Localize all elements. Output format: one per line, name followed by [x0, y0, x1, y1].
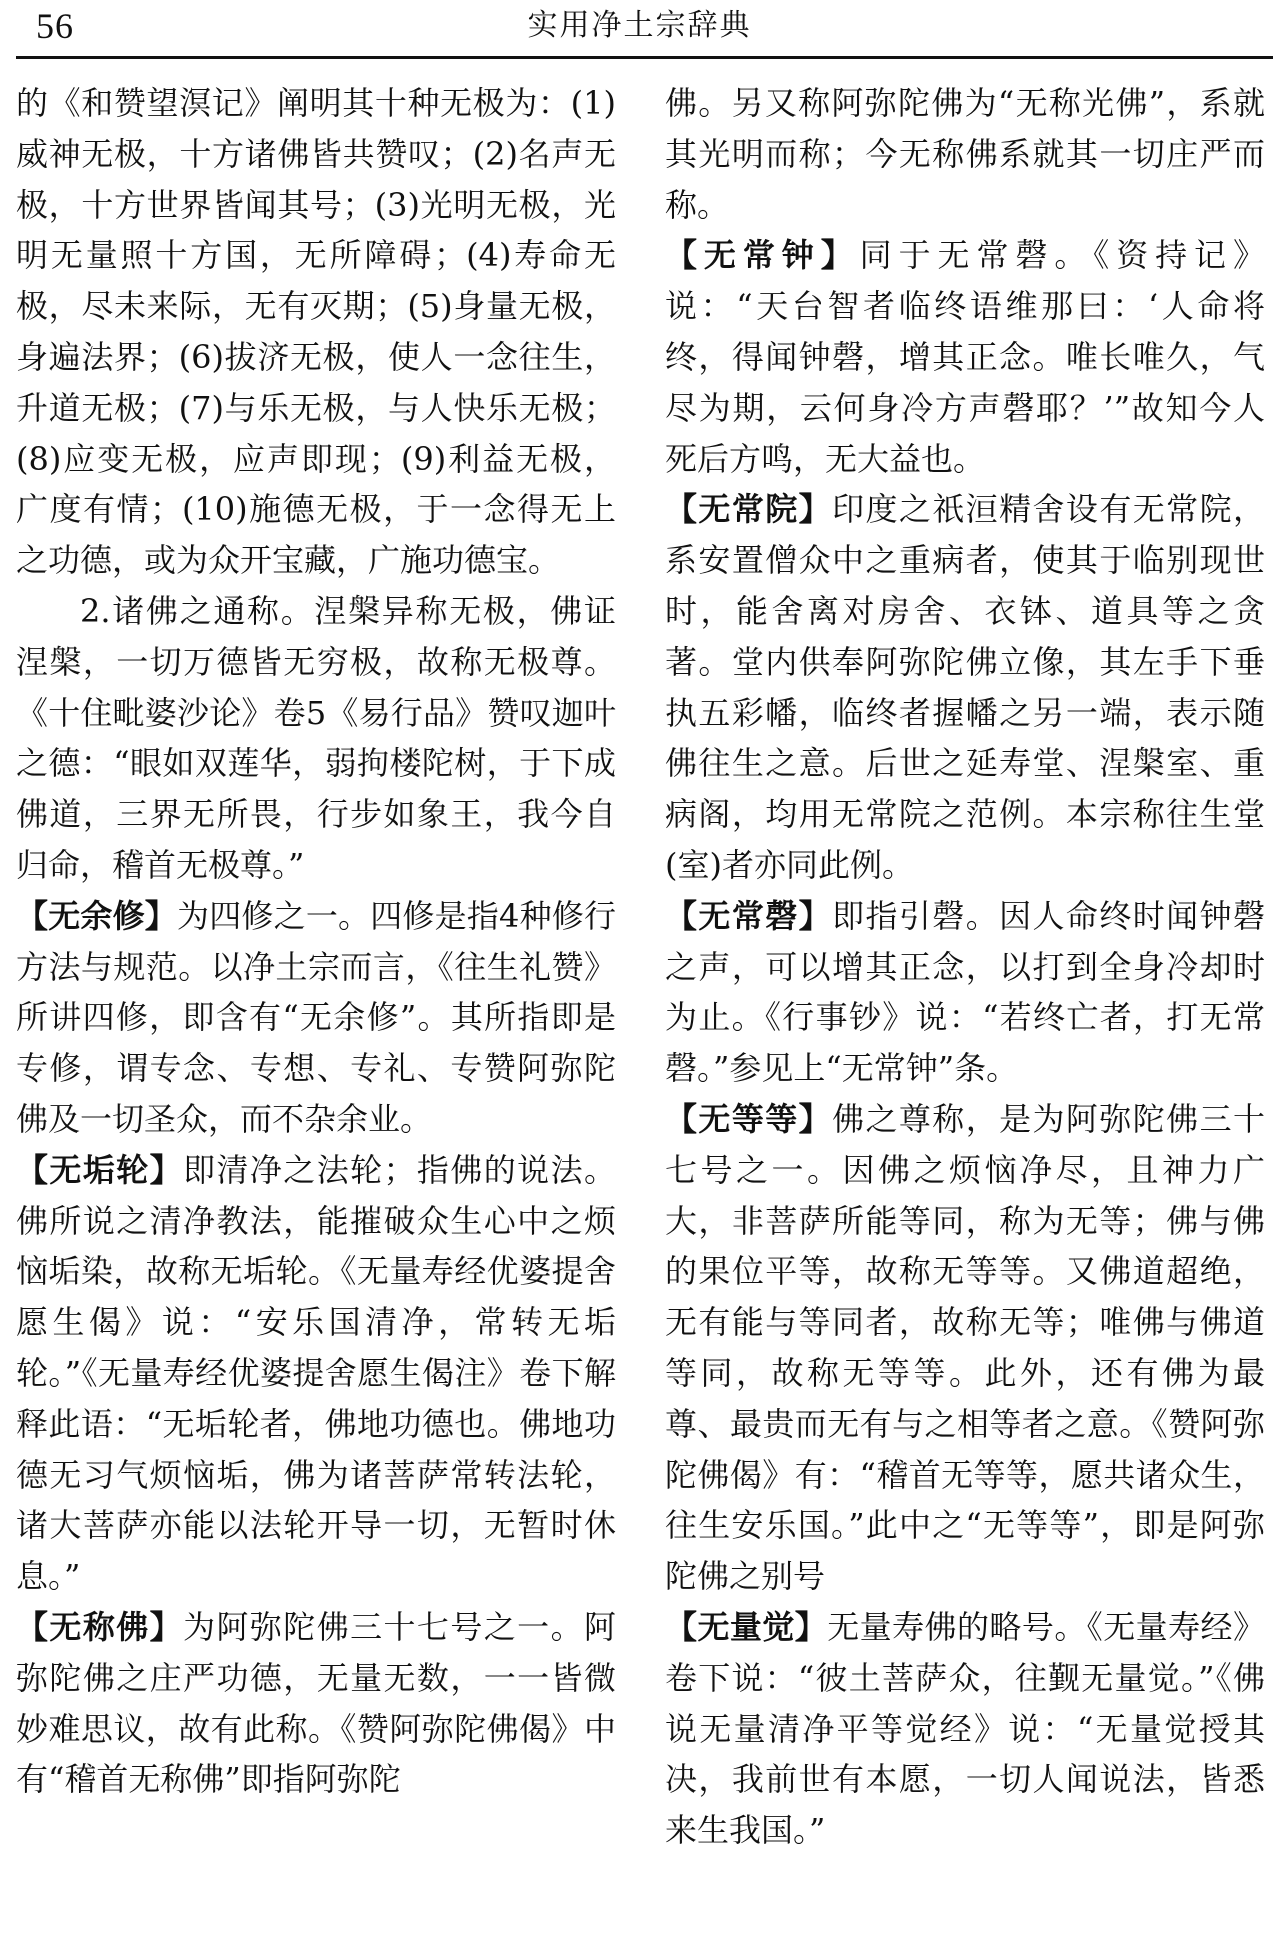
entry-paragraph	[665, 484, 1265, 890]
entry-text: 无量寿佛的略号。《无量寿经》卷下说：“彼土菩萨众，往觐无量觉。”《佛说无量清净平等觉经》说：“无量觉授其决，我前世有本愿，一切人闻说法，皆悉来生我国。”	[665, 1607, 1265, 1850]
entry-paragraph	[665, 78, 1265, 230]
entry-text: 印度之祇洹精舍设有无常院，系安置僧众中之重病者，使其于临别现世时，能舍离对房舍、衣钵、道具等之贪著。堂内供奉阿弥陀佛立像，其左手下垂执五彩幡，临终者握幡之另一端，表示随佛往生之意。后世之延寿堂、涅槃室、重病阁，均用无常院之范例。本宗称往生堂(室)者亦同此例。	[665, 490, 1265, 884]
entry-headword: 【无垢轮】	[16, 1150, 184, 1189]
entry-text: 即清净之法轮；指佛的说法。佛所说之清净教法，能摧破众生心中之烦恼垢染，故称无垢轮。《无量寿经优婆提舍愿生偈》说：“安乐国清净，常转无垢轮。”《无量寿经优婆提舍愿生偈注》卷下解释此语：“无垢轮者，佛地功德也。佛地功德无习气烦恼垢，佛为诸菩萨常转法轮，诸大菩萨亦能以法轮开导一切，无暂时休息。”	[16, 1150, 616, 1596]
entry-paragraph	[665, 1602, 1265, 1856]
entry-headword: 【无常院】	[665, 490, 833, 529]
entry-text: 佛。另又称阿弥陀佛为“无称光佛”，系就其光明而称；今无称佛系就其一切庄严而称。	[665, 84, 1265, 224]
entry-headword: 【无常磬】	[665, 896, 833, 935]
entry-headword: 【无余修】	[16, 896, 178, 935]
entry-text: 即指引磬。因人命终时闻钟磬之声，可以增其正念，以打到全身冷却时为止。《行事钞》说：“若终亡者，打无常磬。”参见上“无常钟”条。	[665, 896, 1265, 1088]
entry-text: 同于无常磬。《资持记》说：“天台智者临终语维那曰：‘人命将终，得闻钟磬，增其正念。唯长唯久，气尽为期，云何身冷方声磬耶？’”故知今人死后方鸣，无大益也。	[665, 236, 1265, 478]
running-title: 实用净土宗辞典	[527, 8, 752, 43]
right-column	[665, 78, 1265, 1856]
entry-headword: 【无量觉】	[665, 1607, 828, 1646]
entry-paragraph	[16, 586, 616, 891]
header-rule	[16, 56, 1273, 59]
page-number: 56	[36, 6, 74, 46]
entry-text: 为阿弥陀佛三十七号之一。阿弥陀佛之庄严功德，无量无数，一一皆微妙难思议，故有此称。《赞阿弥陀佛偈》中有“稽首无称佛”即指阿弥陀	[16, 1607, 616, 1799]
entry-paragraph	[16, 1145, 616, 1602]
entry-text: 为四修之一。四修是指4种修行方法与规范。以净土宗而言，《往生礼赞》所讲四修，即含有“无余修”。其所指即是专修，谓专念、专想、专礼、专赞阿弥陀佛及一切圣众，而不杂余业。	[16, 896, 616, 1138]
entry-text: 佛之尊称，是为阿弥陀佛三十七号之一。因佛之烦恼净尽，且神力广大，非菩萨所能等同，称为无等；佛与佛的果位平等，故称无等等。又佛道超绝，无有能与等同者，故称无等；唯佛与佛道等同，故称无等等。此外，还有佛为最尊、最贵而无有与之相等者之意。《赞阿弥陀佛偈》有：“稽首无等等，愿共诸众生，往生安乐国。”此中之“无等等”，即是阿弥陀佛之别号	[665, 1099, 1265, 1596]
entry-headword: 【无称佛】	[16, 1607, 184, 1646]
entry-paragraph	[665, 1094, 1265, 1602]
entry-headword: 【无等等】	[665, 1099, 833, 1138]
entry-paragraph	[16, 891, 616, 1145]
entry-headword: 【无常钟】	[665, 236, 860, 275]
entry-paragraph	[665, 891, 1265, 1094]
entry-paragraph	[665, 230, 1265, 484]
entry-text: 2.诸佛之通称。涅槃异称无极，佛证涅槃，一切万德皆无穷极，故称无极尊。《十住毗婆沙论》卷5《易行品》赞叹迦叶之德：“眼如双莲华，弱拘楼陀树，于下成佛道，三界无所畏，行步如象王，我今自归命，稽首无极尊。”	[16, 591, 616, 884]
left-column	[16, 78, 616, 1805]
entry-paragraph	[16, 1602, 616, 1805]
entry-paragraph	[16, 78, 616, 586]
page-header	[0, 0, 1279, 66]
entry-text: 的《和赞望溟记》阐明其十种无极为：(1)威神无极，十方诸佛皆共赞叹；(2)名声无极，十方世界皆闻其号；(3)光明无极，光明无量照十方国，无所障碍；(4)寿命无极，尽未来际，无有灭期；(5)身量无极，身遍法界；(6)拔济无极，使人一念往生，升道无极；(7)与乐无极，与人快乐无极；(8)应变无极，应声即现；(9)利益无极，广度有情；(10)施德无极，于一念得无上之功德，或为众开宝藏，广施功德宝。	[16, 84, 616, 580]
